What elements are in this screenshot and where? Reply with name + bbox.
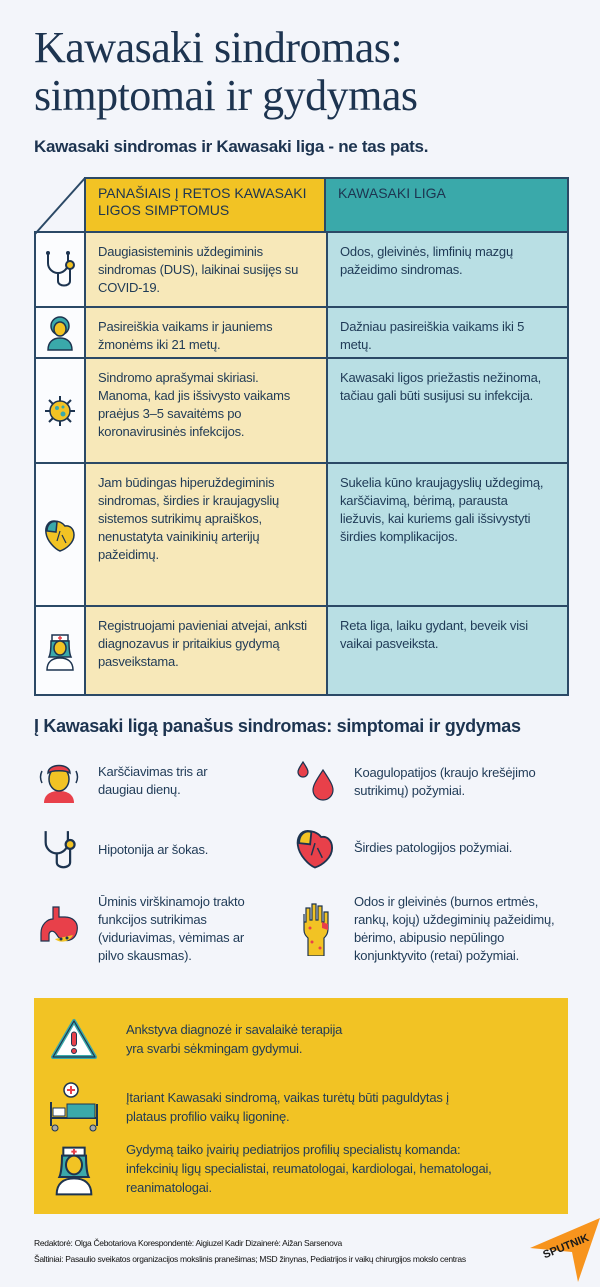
kawasaki-cell: Odos, gleivinės, limfinių mazgų pažeidimo sindromas.	[328, 233, 567, 306]
symptom-item	[34, 757, 264, 805]
symptom-item	[290, 826, 560, 870]
symptom-item	[290, 760, 560, 804]
comparison-subtitle: Kawasaki sindromas ir Kawasaki liga - ne tas pats.	[34, 137, 429, 156]
similar-syndrome-cell: Jam būdingas hiperuždegiminis sindromas, širdies ir kraujagyslių sistemos sutrikimų apraiškos, nenustatyta vainikinių arterijų pažeidimų.	[86, 464, 328, 605]
stethoscope-icon	[36, 233, 86, 306]
symptom-text: Odos ir gleivinės (burnos ertmės, rankų, kojų) uždegiminių pažeidimų, bėrimo, abipusio nepūlingo konjunktyvito (retai) požymiai.	[354, 894, 555, 963]
symptom-text: Ūminis virškinamojo trakto funkcijos sutrikimas (viduriavimas, vėmimas ar pilvo skausmas).	[98, 894, 245, 963]
kawasaki-cell: Kawasaki ligos priežastis nežinoma, tačiau gali būti susijusi su infekcija.	[328, 359, 567, 462]
symptom-item	[34, 893, 284, 965]
similar-syndrome-cell: Daugiasisteminis uždegiminis sindromas (DUS), laikinai susijęs su COVID-19.	[86, 233, 328, 306]
comparison-table	[34, 177, 569, 696]
treatment-box	[34, 998, 568, 1214]
sources: Šaltiniai: Pasaulio sveikatos organizacijos mokslinis pranešimas; MSD žinynas, Pediatrijos ir vaikų chirurgijos mokslo centras	[34, 1254, 466, 1264]
header-similar-syndrome: PANAŠIAIS Į RETOS KAWASAKI LIGOS SIMPTOMUS	[84, 177, 326, 231]
table-row	[34, 233, 569, 308]
treatment-text: Įtariant Kawasaki sindromą, vaikas turėtų būti paguldytas į plataus profilio vaikų ligoninę.	[126, 1090, 449, 1124]
header-kawasaki-disease: KAWASAKI LIGA	[326, 177, 569, 231]
treatment-text: Ankstyva diagnozė ir savalaikė terapija yra svarbi sėkmingam gydymui.	[126, 1022, 343, 1056]
symptom-item	[34, 826, 264, 874]
svg-text:SPUTNIK: SPUTNIK	[541, 1232, 591, 1262]
heart-icon	[290, 826, 340, 870]
similar-syndrome-cell: Registruojami pavieniai atvejai, anksti diagnozavus ir pritaikius gydymą pasveikstama.	[86, 607, 328, 694]
kawasaki-cell: Sukelia kūno kraujagyslių uždegimą, karščiavimą, bėrimą, parausta liežuvis, kai kuriems gali išsivystyti širdies komplikacijos.	[328, 464, 567, 605]
symptom-text: Hipotonija ar šokas.	[98, 842, 209, 857]
credits: Redaktorė: Olga Čebotariova Korespondentė: Aigiuzel Kadir Dizainerė: Aižan Sarsenova	[34, 1238, 342, 1248]
table-row	[34, 607, 569, 696]
title-line-1: Kawasaki sindromas:	[34, 23, 403, 72]
treatment-item	[48, 1018, 356, 1060]
rash-hand-icon	[290, 902, 340, 956]
nurse-icon	[48, 1142, 100, 1196]
table-row	[34, 359, 569, 464]
table-row	[34, 308, 569, 359]
hospital-bed-icon	[48, 1082, 100, 1132]
blood-drop-icon	[290, 760, 340, 804]
sputnik-logo	[530, 1218, 600, 1287]
symptom-text: Širdies patologijos požymiai.	[354, 840, 513, 855]
heart-icon	[36, 464, 86, 605]
stomach-icon	[34, 905, 84, 953]
page-title	[34, 23, 418, 120]
symptom-item	[290, 893, 565, 965]
child-icon	[36, 308, 86, 357]
treatment-text: Gydymą taiko įvairių pediatrijos profilių specialistų komanda: infekcinių ligų specialistai, reumatologai, kardiologai, hematologai, reanimatologai.	[126, 1142, 492, 1195]
table-corner	[34, 177, 84, 231]
fever-icon	[34, 757, 84, 805]
table-row	[34, 464, 569, 607]
similar-syndrome-cell: Sindromo aprašymai skiriasi. Manoma, kad jis išsivysto vaikams praėjus 3–5 savaitėms po koronavirusinės infekcijos.	[86, 359, 328, 462]
symptom-text: Karščiavimas tris ar daugiau dienų.	[98, 764, 208, 797]
title-line-2: simptomai ir gydymas	[34, 71, 418, 120]
stethoscope-icon	[34, 826, 84, 874]
warning-icon	[48, 1018, 100, 1060]
kawasaki-cell: Reta liga, laiku gydant, beveik visi vaikai pasveiksta.	[328, 607, 567, 694]
similar-syndrome-cell: Pasireiškia vaikams ir jauniems žmonėms iki 21 metų.	[86, 308, 328, 357]
treatment-item	[48, 1140, 506, 1197]
nurse-icon	[36, 607, 86, 694]
symptoms-heading: Į Kawasaki ligą panašus sindromas: simptomai ir gydymas	[34, 716, 521, 736]
treatment-item	[48, 1082, 476, 1132]
table-header	[34, 177, 569, 233]
symptom-text: Koagulopatijos (kraujo krešėjimo sutrikimų) požymiai.	[354, 765, 536, 798]
kawasaki-cell: Dažniau pasireiškia vaikams iki 5 metų.	[328, 308, 567, 357]
virus-icon	[36, 359, 86, 462]
